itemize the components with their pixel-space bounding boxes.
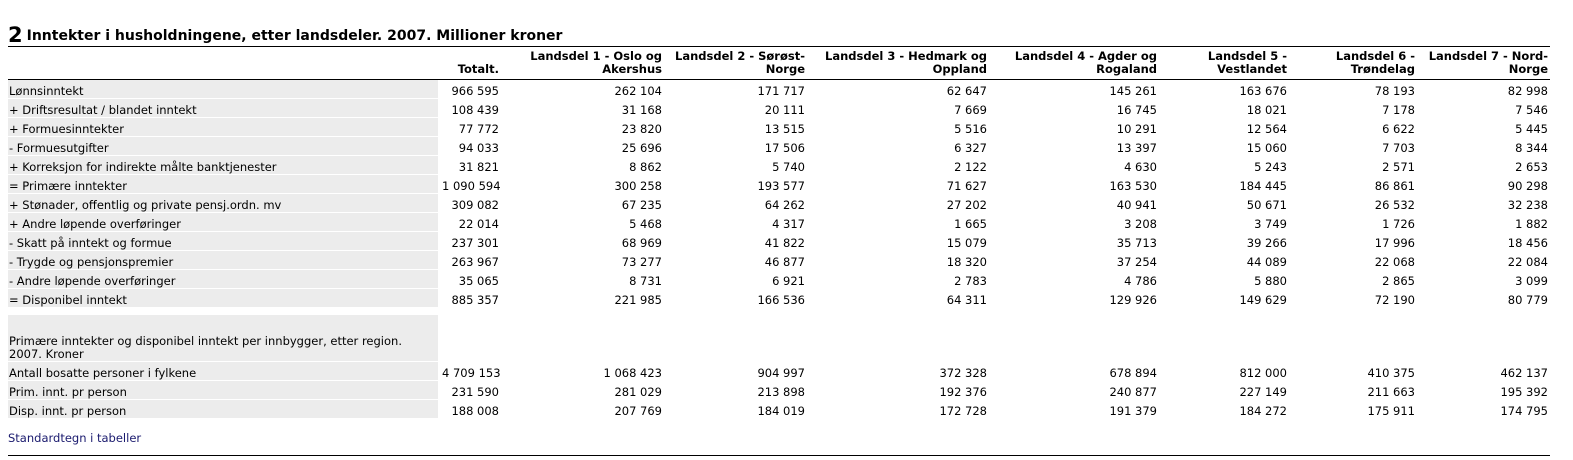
cell-value: 4 317 bbox=[664, 213, 807, 232]
cell-value: 41 822 bbox=[664, 232, 807, 251]
subheading-section bbox=[8, 308, 1550, 362]
cell-value: 195 392 bbox=[1417, 381, 1550, 400]
row-label: + Stønader, offentlig og private pensj.ordn. mv bbox=[8, 194, 438, 213]
cell-value: 31 821 bbox=[438, 156, 501, 175]
cell-value: 73 277 bbox=[501, 251, 664, 270]
cell-value: 372 328 bbox=[807, 362, 989, 381]
table-row bbox=[8, 175, 1550, 194]
cell-value: 17 996 bbox=[1289, 232, 1417, 251]
cell-value: 86 861 bbox=[1289, 175, 1417, 194]
cell-value: 64 262 bbox=[664, 194, 807, 213]
cell-value: 237 301 bbox=[438, 232, 501, 251]
table-row bbox=[8, 232, 1550, 251]
table-row bbox=[8, 270, 1550, 289]
cell-value: 8 731 bbox=[501, 270, 664, 289]
row-label: Disp. innt. pr person bbox=[8, 400, 438, 419]
table-row bbox=[8, 137, 1550, 156]
header-landsdel-1: Landsdel 1 - Oslo og Akershus bbox=[501, 47, 664, 80]
cell-value: 163 676 bbox=[1159, 80, 1289, 99]
table-row bbox=[8, 251, 1550, 270]
cell-value: 16 745 bbox=[989, 99, 1159, 118]
cell-value: 966 595 bbox=[438, 80, 501, 99]
cell-value: 1 665 bbox=[807, 213, 989, 232]
cell-value: 678 894 bbox=[989, 362, 1159, 381]
row-label: Antall bosatte personer i fylkene bbox=[8, 362, 438, 381]
spacer-row bbox=[8, 308, 1550, 316]
cell-value: 145 261 bbox=[989, 80, 1159, 99]
cell-value: 1 090 594 bbox=[438, 175, 501, 194]
cell-value: 71 627 bbox=[807, 175, 989, 194]
cell-value: 462 137 bbox=[1417, 362, 1550, 381]
table-row bbox=[8, 362, 1550, 381]
cell-value: 3 208 bbox=[989, 213, 1159, 232]
cell-value: 4 709 153 bbox=[438, 362, 501, 381]
cell-value: 172 728 bbox=[807, 400, 989, 419]
per-person-rows bbox=[8, 362, 1550, 419]
cell-value: 7 546 bbox=[1417, 99, 1550, 118]
cell-value: 108 439 bbox=[438, 99, 501, 118]
header-landsdel-4: Landsdel 4 - Agder og Rogaland bbox=[989, 47, 1159, 80]
cell-value: 25 696 bbox=[501, 137, 664, 156]
standardtegn-link[interactable]: Standardtegn i tabeller bbox=[8, 431, 142, 445]
cell-value: 184 019 bbox=[664, 400, 807, 419]
cell-value: 15 079 bbox=[807, 232, 989, 251]
cell-value: 31 168 bbox=[501, 99, 664, 118]
cell-value: 2 783 bbox=[807, 270, 989, 289]
cell-value: 885 357 bbox=[438, 289, 501, 308]
cell-value: 184 272 bbox=[1159, 400, 1289, 419]
cell-value: 6 921 bbox=[664, 270, 807, 289]
cell-value: 80 779 bbox=[1417, 289, 1550, 308]
cell-value: 46 877 bbox=[664, 251, 807, 270]
cell-value: 904 997 bbox=[664, 362, 807, 381]
cell-value: 67 235 bbox=[501, 194, 664, 213]
cell-value: 32 238 bbox=[1417, 194, 1550, 213]
row-label: + Driftsresultat / blandet inntekt bbox=[8, 99, 438, 118]
income-rows bbox=[8, 80, 1550, 308]
cell-value: 191 379 bbox=[989, 400, 1159, 419]
cell-value: 5 880 bbox=[1159, 270, 1289, 289]
cell-value: 175 911 bbox=[1289, 400, 1417, 419]
cell-value: 13 397 bbox=[989, 137, 1159, 156]
cell-value: 37 254 bbox=[989, 251, 1159, 270]
cell-value: 22 014 bbox=[438, 213, 501, 232]
table-number: 2 bbox=[8, 23, 23, 47]
footer-divider bbox=[8, 455, 1550, 456]
table-row bbox=[8, 156, 1550, 175]
cell-value: 5 243 bbox=[1159, 156, 1289, 175]
row-label: - Trygde og pensjonspremier bbox=[8, 251, 438, 270]
cell-value: 188 008 bbox=[438, 400, 501, 419]
subheading-row bbox=[8, 315, 1550, 362]
cell-value: 22 084 bbox=[1417, 251, 1550, 270]
cell-value: 18 320 bbox=[807, 251, 989, 270]
table-row bbox=[8, 80, 1550, 99]
cell-value: 193 577 bbox=[664, 175, 807, 194]
table-row bbox=[8, 381, 1550, 400]
cell-value: 221 985 bbox=[501, 289, 664, 308]
table-title bbox=[8, 20, 1550, 46]
cell-value: 10 291 bbox=[989, 118, 1159, 137]
table-row bbox=[8, 289, 1550, 308]
header-landsdel-3: Landsdel 3 - Hedmark og Oppland bbox=[807, 47, 989, 80]
cell-value: 5 740 bbox=[664, 156, 807, 175]
table-row bbox=[8, 118, 1550, 137]
cell-value: 68 969 bbox=[501, 232, 664, 251]
cell-value: 23 820 bbox=[501, 118, 664, 137]
cell-value: 2 865 bbox=[1289, 270, 1417, 289]
cell-value: 82 998 bbox=[1417, 80, 1550, 99]
cell-value: 1 726 bbox=[1289, 213, 1417, 232]
cell-value: 20 111 bbox=[664, 99, 807, 118]
cell-value: 18 021 bbox=[1159, 99, 1289, 118]
row-label: - Skatt på inntekt og formue bbox=[8, 232, 438, 251]
cell-value: 40 941 bbox=[989, 194, 1159, 213]
cell-value: 18 456 bbox=[1417, 232, 1550, 251]
cell-value: 15 060 bbox=[1159, 137, 1289, 156]
table-row bbox=[8, 194, 1550, 213]
cell-value: 262 104 bbox=[501, 80, 664, 99]
cell-value: 94 033 bbox=[438, 137, 501, 156]
cell-value: 64 311 bbox=[807, 289, 989, 308]
row-label: Prim. innt. pr person bbox=[8, 381, 438, 400]
table-row bbox=[8, 400, 1550, 419]
table-row bbox=[8, 99, 1550, 118]
cell-value: 1 882 bbox=[1417, 213, 1550, 232]
cell-value: 213 898 bbox=[664, 381, 807, 400]
cell-value: 240 877 bbox=[989, 381, 1159, 400]
cell-value: 309 082 bbox=[438, 194, 501, 213]
cell-value: 163 530 bbox=[989, 175, 1159, 194]
header-landsdel-5: Landsdel 5 - Vestlandet bbox=[1159, 47, 1289, 80]
cell-value: 149 629 bbox=[1159, 289, 1289, 308]
cell-value: 129 926 bbox=[989, 289, 1159, 308]
table-title-text: Inntekter i husholdningene, etter landsdeler. 2007. Millioner kroner bbox=[26, 28, 563, 44]
cell-value: 72 190 bbox=[1289, 289, 1417, 308]
cell-value: 8 344 bbox=[1417, 137, 1550, 156]
cell-value: 78 193 bbox=[1289, 80, 1417, 99]
row-label: - Andre løpende overføringer bbox=[8, 270, 438, 289]
cell-value: 5 516 bbox=[807, 118, 989, 137]
cell-value: 7 178 bbox=[1289, 99, 1417, 118]
header-landsdel-2: Landsdel 2 - Sørøst-Norge bbox=[664, 47, 807, 80]
cell-value: 192 376 bbox=[807, 381, 989, 400]
cell-value: 3 099 bbox=[1417, 270, 1550, 289]
cell-value: 26 532 bbox=[1289, 194, 1417, 213]
table-container bbox=[8, 20, 1550, 423]
row-label: + Andre løpende overføringer bbox=[8, 213, 438, 232]
header-landsdel-7: Landsdel 7 - Nord-Norge bbox=[1417, 47, 1550, 80]
cell-value: 2 571 bbox=[1289, 156, 1417, 175]
cell-value: 281 029 bbox=[501, 381, 664, 400]
header-stub bbox=[8, 47, 438, 80]
table-row bbox=[8, 213, 1550, 232]
cell-value: 207 769 bbox=[501, 400, 664, 419]
header-row bbox=[8, 47, 1550, 80]
cell-value: 812 000 bbox=[1159, 362, 1289, 381]
cell-value: 174 795 bbox=[1417, 400, 1550, 419]
cell-value: 39 266 bbox=[1159, 232, 1289, 251]
cell-value: 4 786 bbox=[989, 270, 1159, 289]
cell-value: 35 065 bbox=[438, 270, 501, 289]
cell-value: 2 653 bbox=[1417, 156, 1550, 175]
cell-value: 231 590 bbox=[438, 381, 501, 400]
header-landsdel-6: Landsdel 6 - Trøndelag bbox=[1289, 47, 1417, 80]
cell-value: 1 068 423 bbox=[501, 362, 664, 381]
cell-value: 90 298 bbox=[1417, 175, 1550, 194]
cell-value: 4 630 bbox=[989, 156, 1159, 175]
row-label: + Formuesinntekter bbox=[8, 118, 438, 137]
cell-value: 5 468 bbox=[501, 213, 664, 232]
cell-value: 44 089 bbox=[1159, 251, 1289, 270]
cell-value: 12 564 bbox=[1159, 118, 1289, 137]
cell-value: 410 375 bbox=[1289, 362, 1417, 381]
cell-value: 22 068 bbox=[1289, 251, 1417, 270]
cell-value: 263 967 bbox=[438, 251, 501, 270]
row-label: + Korreksjon for indirekte målte banktjenester bbox=[8, 156, 438, 175]
cell-value: 77 772 bbox=[438, 118, 501, 137]
row-label: = Primære inntekter bbox=[8, 175, 438, 194]
cell-value: 27 202 bbox=[807, 194, 989, 213]
cell-value: 300 258 bbox=[501, 175, 664, 194]
row-label: = Disponibel inntekt bbox=[8, 289, 438, 308]
cell-value: 184 445 bbox=[1159, 175, 1289, 194]
cell-value: 227 149 bbox=[1159, 381, 1289, 400]
cell-value: 8 862 bbox=[501, 156, 664, 175]
subheading: Primære inntekter og disponibel inntekt per innbygger, etter region. 2007. Kroner bbox=[8, 315, 438, 362]
row-label: Lønnsinntekt bbox=[8, 80, 438, 99]
cell-value: 171 717 bbox=[664, 80, 807, 99]
cell-value: 6 622 bbox=[1289, 118, 1417, 137]
cell-value: 62 647 bbox=[807, 80, 989, 99]
cell-value: 6 327 bbox=[807, 137, 989, 156]
header-totalt: Totalt. bbox=[438, 47, 501, 80]
income-table bbox=[8, 46, 1550, 419]
cell-value: 3 749 bbox=[1159, 213, 1289, 232]
cell-value: 35 713 bbox=[989, 232, 1159, 251]
cell-value: 211 663 bbox=[1289, 381, 1417, 400]
cell-value: 13 515 bbox=[664, 118, 807, 137]
row-label: - Formuesutgifter bbox=[8, 137, 438, 156]
cell-value: 50 671 bbox=[1159, 194, 1289, 213]
cell-value: 7 669 bbox=[807, 99, 989, 118]
cell-value: 5 445 bbox=[1417, 118, 1550, 137]
cell-value: 17 506 bbox=[664, 137, 807, 156]
cell-value: 166 536 bbox=[664, 289, 807, 308]
cell-value: 2 122 bbox=[807, 156, 989, 175]
cell-value: 7 703 bbox=[1289, 137, 1417, 156]
